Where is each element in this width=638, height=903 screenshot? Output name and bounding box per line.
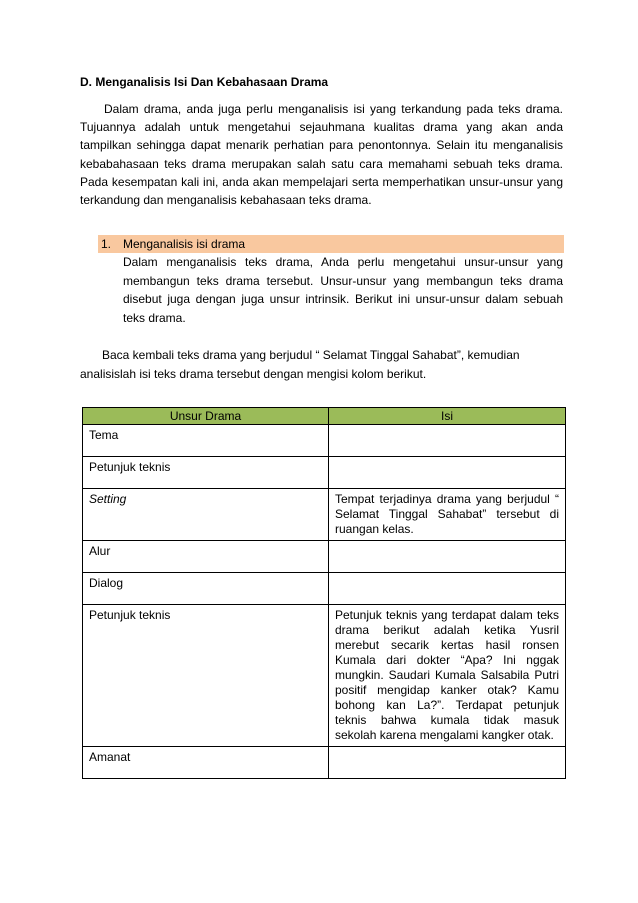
table-row (83, 489, 566, 541)
cell-unsur: Tema (83, 425, 329, 457)
cell-unsur: Petunjuk teknis (83, 605, 329, 747)
cell-unsur: Dialog (83, 573, 329, 605)
cell-isi[interactable]: Tempat terjadinya drama yang berjudul “ Selamat Tinggal Sahabat” tersebut di ruangan kelas. (329, 489, 566, 541)
intro-paragraph: Dalam drama, anda juga perlu menganalisis isi yang terkandung pada teks drama. Tujuannya adalah untuk mengetahui sejauhmana kualitas drama yang akan anda tampilkan sehingga dapat menarik perhatian para penontonnya. Selain itu menganalisis kebabahasaan teks drama merupakan salah satu cara memahami sebuah teks drama. Pada kesempatan kali ini, anda akan mempelajari serta memperhatikan unsur-unsur yang terkandung dan menganalisis kebahasaan teks drama. (80, 102, 563, 208)
section-heading: D. Menganalisis Isi Dan Kebahasaan Drama (80, 75, 329, 89)
cell-isi[interactable]: Petunjuk teknis yang terdapat dalam teks drama berikut adalah ketika Yusril merebut secarik kertas hasil ronsen Kumala dari dokter “Apa? Ini nggak mungkin. Saudari Kumala Salsabila Putri positif mengidap kanker otak? Kamu bohong kan La?”. Terdapat petunjuk teknis bahwa kumala tidak masuk sekolah karena mengalami kangker otak. (329, 605, 566, 747)
table-header-row (83, 408, 566, 425)
table-row (83, 425, 566, 457)
analysis-table (82, 407, 566, 779)
cell-isi[interactable] (329, 541, 566, 573)
subsection-title: Menganalisis isi drama (123, 237, 246, 251)
subsection-heading-bar (98, 235, 564, 253)
cell-unsur: Alur (83, 541, 329, 573)
cell-isi[interactable] (329, 425, 566, 457)
cell-isi[interactable] (329, 457, 566, 489)
cell-unsur: Setting (83, 489, 329, 541)
subsection-body: Dalam menganalisis teks drama, Anda perlu mengetahui unsur-unsur yang membangun teks drama tersebut. Unsur-unsur yang membangun teks drama disebut juga dengan juga unsur intrinsik. Berikut ini unsur-unsur dalam sebuah teks drama. (123, 255, 563, 325)
subsection-number: 1. (101, 237, 112, 251)
table-row (83, 573, 566, 605)
instruction-paragraph: Baca kembali teks drama yang berjudul “ Selamat Tinggal Sahabat”, kemudian analisislah isi teks drama tersebut dengan mengisi kolom berikut. (80, 348, 520, 381)
cell-isi[interactable] (329, 573, 566, 605)
cell-isi[interactable] (329, 747, 566, 779)
table-row (83, 457, 566, 489)
header-unsur: Unsur Drama (83, 408, 329, 425)
cell-unsur: Petunjuk teknis (83, 457, 329, 489)
table-row (83, 605, 566, 747)
header-isi: Isi (329, 408, 566, 425)
table-row (83, 747, 566, 779)
table-row (83, 541, 566, 573)
cell-unsur: Amanat (83, 747, 329, 779)
